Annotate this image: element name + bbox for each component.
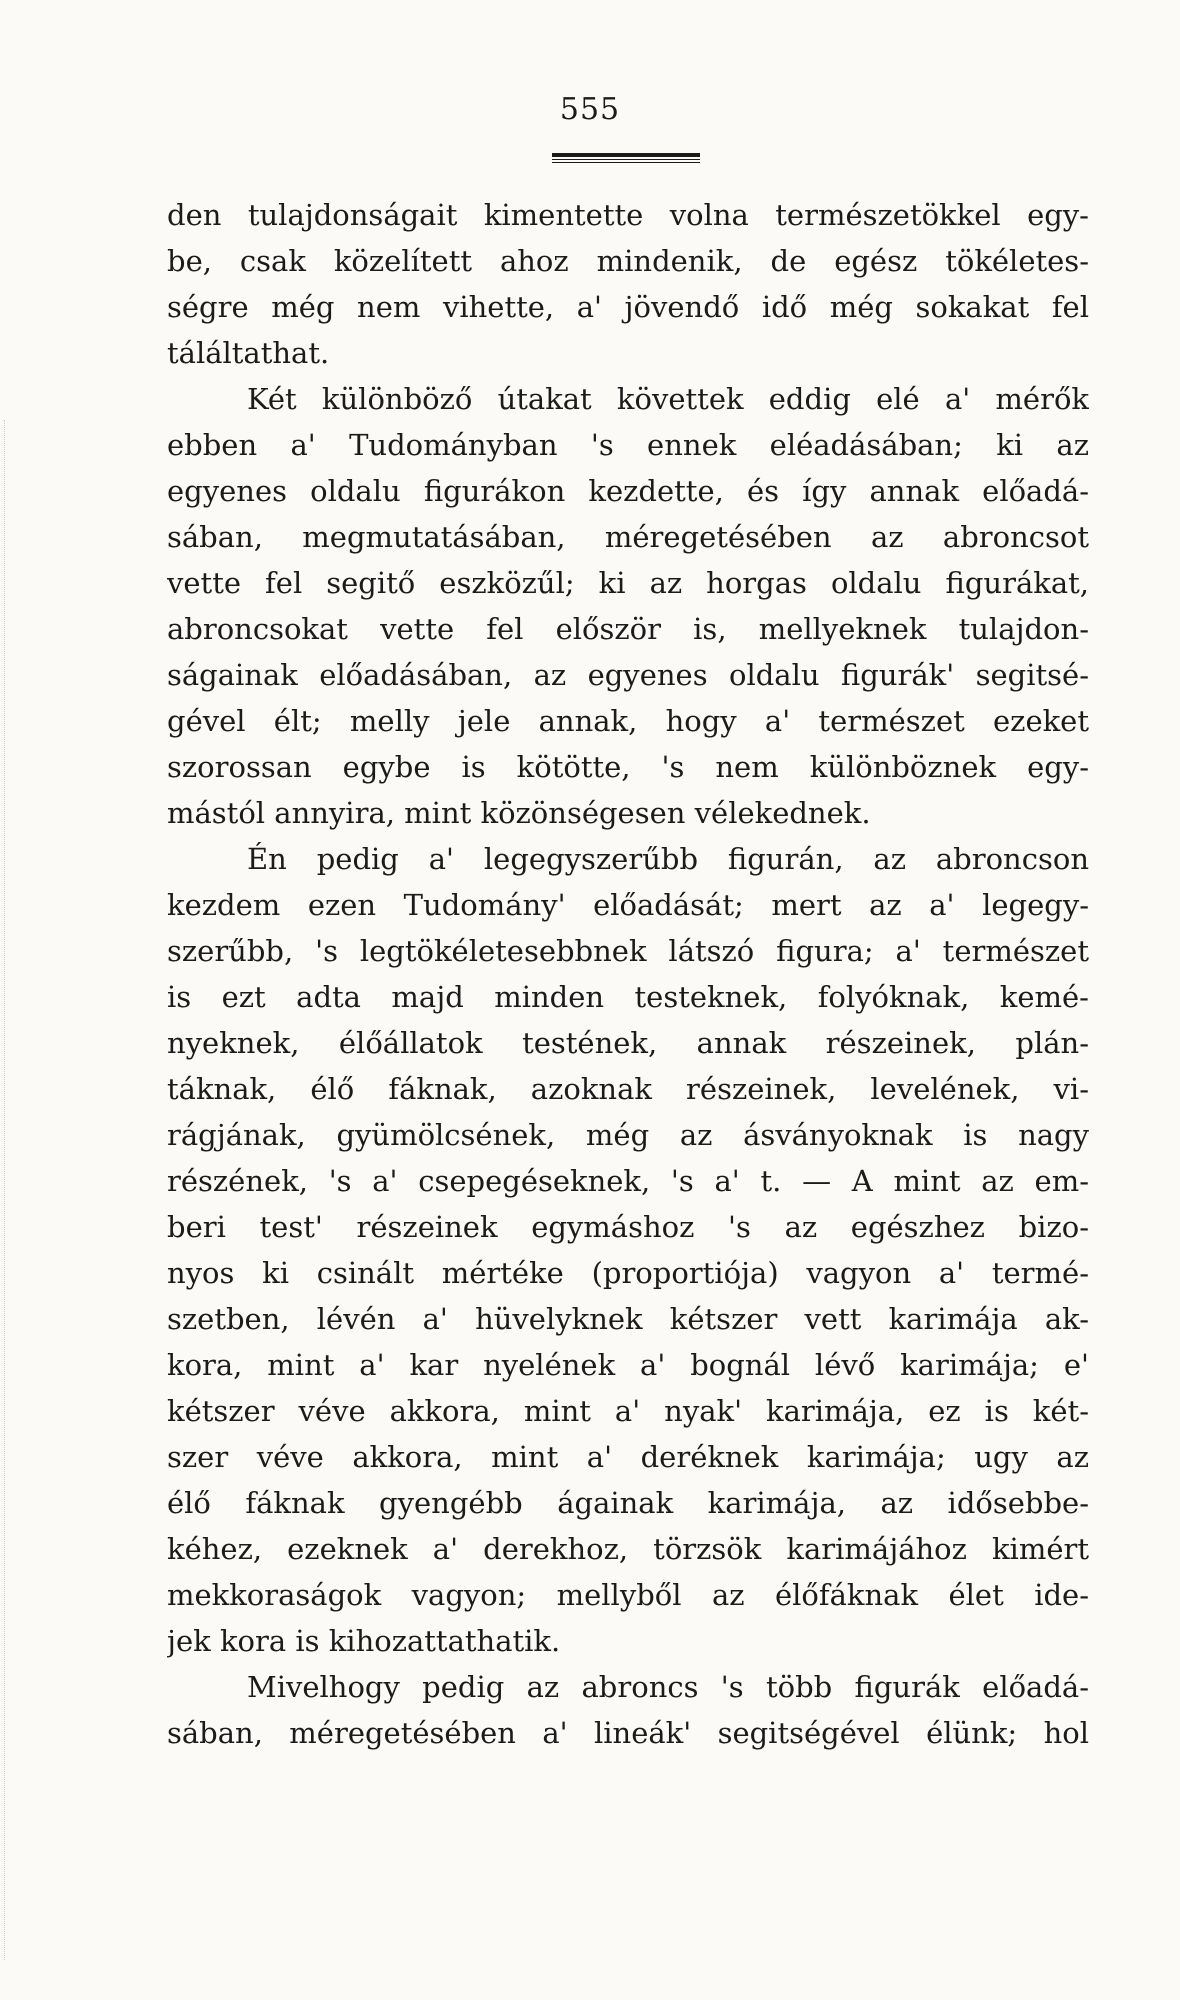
text-line: abroncsokat vette fel először is, mellyeknek tulajdon- bbox=[167, 612, 1089, 646]
text-line: részének, 's a' csepegéseknek, 's a' t. — A mint az em- bbox=[167, 1164, 1089, 1198]
text-line: ságainak előadásában, az egyenes oldalu figurák' segitsé- bbox=[167, 658, 1089, 692]
text-line: kezdem ezen Tudomány' előadását; mert az a' legegy- bbox=[167, 888, 1089, 922]
text-line: sában, megmutatásában, méregetésében az abroncsot bbox=[167, 520, 1089, 554]
text-line: Én pedig a' legegyszerűbb figurán, az abroncson bbox=[247, 842, 1089, 876]
text-line: szorossan egybe is kötötte, 's nem különböznek egy- bbox=[167, 750, 1089, 784]
text-line: kétszer véve akkora, mint a' nyak' karimája, ez is két- bbox=[167, 1394, 1089, 1428]
text-line: táknak, élő fáknak, azoknak részeinek, levelének, vi- bbox=[167, 1072, 1089, 1106]
text-line: táláltathat. bbox=[167, 336, 330, 370]
text-line: be, csak közelített ahoz mindenik, de egész tökéletes- bbox=[167, 244, 1089, 278]
text-line: beri test' részeinek egymáshoz 's az egészhez bizo- bbox=[167, 1210, 1089, 1244]
text-line: nyeknek, élőállatok testének, annak részeinek, plán- bbox=[167, 1026, 1089, 1060]
body-text bbox=[167, 192, 1089, 1756]
text-line: szerűbb, 's legtökéletesebbnek látszó figura; a' természet bbox=[167, 934, 1089, 968]
text-line: jek kora is kihozattathatik. bbox=[167, 1624, 561, 1658]
text-line: élő fáknak gyengébb ágainak karimája, az idősebbe- bbox=[167, 1486, 1089, 1520]
text-line: is ezt adta majd minden testeknek, folyóknak, kemé- bbox=[167, 980, 1089, 1014]
text-line: sában, méregetésében a' lineák' segitségével élünk; hol bbox=[167, 1716, 1089, 1750]
text-line: gével élt; melly jele annak, hogy a' természet ezeket bbox=[167, 704, 1089, 738]
text-line: mekkoraságok vagyon; mellyből az élőfáknak élet ide- bbox=[167, 1578, 1089, 1612]
header-rule bbox=[552, 153, 700, 163]
text-line: nyos ki csinált mértéke (proportiója) vagyon a' termé- bbox=[167, 1256, 1089, 1290]
text-line: mástól annyira, mint közönségesen vélekednek. bbox=[167, 796, 871, 830]
text-line: kora, mint a' kar nyelének a' bognál lévő karimája; e' bbox=[167, 1348, 1089, 1382]
text-line: kéhez, ezeknek a' derekhoz, törzsök karimájához kimért bbox=[167, 1532, 1089, 1566]
text-line: rágjának, gyümölcsének, még az ásványoknak is nagy bbox=[167, 1118, 1089, 1152]
text-line: ségre még nem vihette, a' jövendő idő még sokakat fel bbox=[167, 290, 1089, 324]
text-line: vette fel segitő eszközűl; ki az horgas oldalu figurákat, bbox=[167, 566, 1089, 600]
page-edge-noise bbox=[4, 420, 13, 1960]
text-line: Két különböző útakat követtek eddig elé a' mérők bbox=[247, 382, 1089, 416]
text-line: ebben a' Tudományban 's ennek eléadásában; ki az bbox=[167, 428, 1089, 462]
text-line: egyenes oldalu figurákon kezdette, és így annak előadá- bbox=[167, 474, 1089, 508]
text-line: Mivelhogy pedig az abroncs 's több figurák előadá- bbox=[247, 1670, 1089, 1704]
text-line: szer véve akkora, mint a' deréknek karimája; ugy az bbox=[167, 1440, 1089, 1474]
page-number: 555 bbox=[559, 92, 621, 127]
text-line: szetben, lévén a' hüvelyknek kétszer vett karimája ak- bbox=[167, 1302, 1089, 1336]
text-line: den tulajdonságait kimentette volna természetökkel egy- bbox=[167, 198, 1089, 232]
